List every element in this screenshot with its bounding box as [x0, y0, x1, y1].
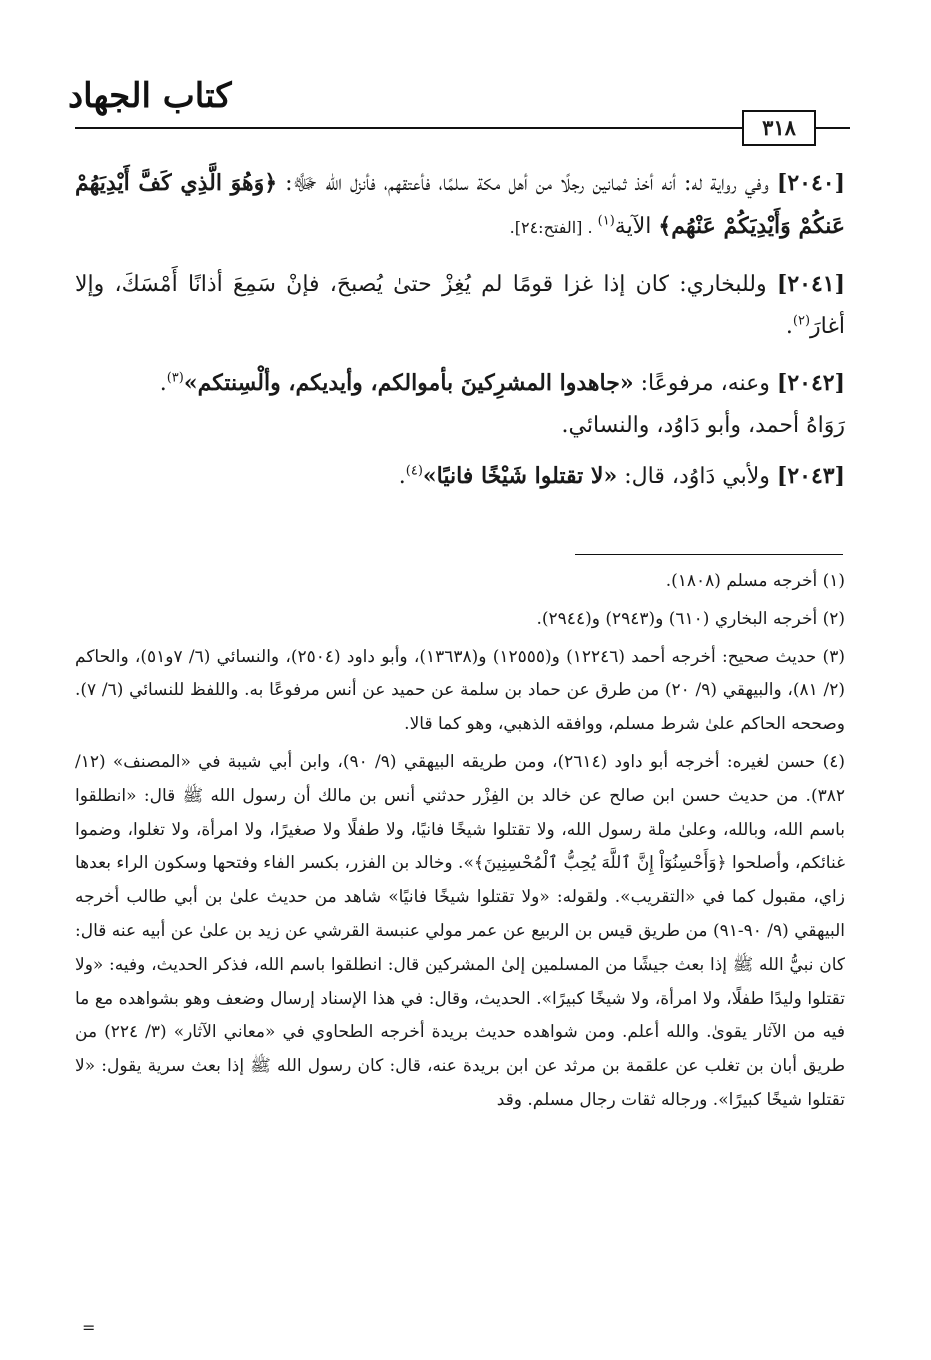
- hadith-end: .: [398, 464, 406, 489]
- hadith-2042: [75, 362, 845, 447]
- quran-verse: ﴿وَهُوَ الَّذِي كَفَّ أَيْدِيَهُمْ عَنكُمْ وَأَيْدِيَكُمْ عَنْهُم﴾: [75, 170, 845, 239]
- footnote-3: (٣) حديث صحيح: أخرجه أحمد (١٢٢٤٦) و(١٢٥٥٥) و(١٣٦٣٨)، وأبو داود (٢٥٠٤)، والنسائي (٦/ ٧و٥١)، والحاكم (٢/ ٨١)، والبيهقي (٩/ ٢٠) من طرق عن حماد بن سلمة عن حميد عن أنس مرفوعًا به. واللفظ للنسائي (٦/ ٧). وصححه الحاكم علىٰ شرط مسلم، ووافقه الذهبي، وهو كما قالا.: [75, 646, 845, 735]
- hadith-number: [٢٠٤٠]: [776, 170, 846, 196]
- main-text: [75, 162, 845, 512]
- hadith-2040: [75, 162, 845, 249]
- footnote-ref: (٣): [166, 370, 184, 386]
- footnote-ref: (١): [597, 213, 615, 229]
- hadith-2043: [75, 455, 845, 498]
- book-title: كتاب الجهاد: [68, 76, 232, 116]
- hadith-end: .: [785, 314, 793, 339]
- footnote-4: (٤) حسن لغيره: أخرجه أبو داود (٢٦١٤)، ومن طريقه البيهقي (٩/ ٩٠)، وابن أبي شيبة في «المصنف» (١٢/ ٣٨٢). من حديث حسن ابن صالح عن خالد بن الفِزْر حدثني أنس بن مالك أن رسول الله ﷺ قال: «انطلقوا باسم الله، وبالله، وعلىٰ ملة رسول الله، ولا تقتلوا شيخًا فانيًا، ولا طفلًا ولا صغيرًا، ولا امرأة، ولا تغلوا، وضموا غنائكم، وأصلحوا ﴿وَأَحْسِنُوٓاْ إِنَّ ٱللَّهَ يُحِبُّ ٱلْمُحْسِنِينَ﴾». وخالد بن الفزر، بكسر الفاء وفتحها وسكون الراء بعدها زاي، مقبول كما في «التقريب». ولقوله: «ولا تقتلوا شيخًا فانيًا» شاهد من حديث علىٰ بن أبي طالب أخرجه البيهقي (٩/ ٩٠-٩١) من طريق قيس بن الربيع عن عمر مولي عنبسة القرشي عن زيد بن علىٰ عن أبيه عنه قال: كان نبيُّ الله ﷺ إذا بعث جيشًا من المسلمين إلىٰ المشركين قال: انطلقوا باسم الله، فذكر الحديث، وفيه: «ولا تقتلوا وليدًا طفلًا، ولا امرأة، ولا شيخًا كبيرًا». الحديث، وقال: في هذا الإسناد إرسال وضعف وهو بشواهده مع ما فيه من الآثار يقوىٰ. والله أعلم. ومن شواهده حديث بريدة أخرجه الطحاوي في «معاني الآثار» (٣/ ٢٢٤) من طريق أبان بن تغلب عن علقمة بن مرثد عن ابن بريدة عنه، قال: كان رسول الله ﷺ إذا بعث سرية يقول: «لا تقتلوا شيخًا كبيرًا». ورجاله ثقات رجال مسلم. وقد: [75, 751, 845, 1110]
- header-rule-end: [816, 127, 850, 129]
- hadith-text: ولأبي دَاوُد، قال:: [617, 464, 777, 489]
- footnote-2: (٢) أخرجه البخاري (٦١٠) و(٢٩٤٣) و(٢٩٤٤).: [536, 608, 845, 629]
- hadith-quote: «لا تقتلوا شَيْخًا فانيًا»: [422, 463, 618, 489]
- verse-reference: . [الفتح:٢٤].: [509, 218, 598, 237]
- narrators-line: رَوَاهُ أحمد، وأبو دَاوُد، والنسائي.: [561, 413, 845, 438]
- footnote-ref: (٤): [405, 463, 423, 479]
- hadith-number: [٢٠٤٣]: [776, 463, 845, 489]
- hadith-2041: [75, 263, 845, 348]
- hadith-number: [٢٠٤١]: [776, 271, 845, 297]
- hadith-text: وفي رواية له: أنه أخذ ثمانين رجلًا من أهل مكة سلمًا، فأعتقهم، فأنزل الله ﷻ:: [277, 171, 777, 196]
- hadith-text: وعنه، مرفوعًا:: [633, 371, 777, 396]
- hadith-number: [٢٠٤٢]: [776, 370, 845, 396]
- footnote-ref: (٢): [792, 313, 811, 329]
- footnote-separator: [575, 554, 843, 555]
- hadith-text: الآية: [614, 214, 659, 239]
- footnote-1: (١) أخرجه مسلم (١٨٠٨).: [665, 571, 845, 591]
- header-rule: [75, 127, 742, 129]
- page-number: ٣١٨: [742, 110, 816, 146]
- hadith-quote: «جاهدوا المشرِكينَ بأموالكم، وأيديكم، وألْسِنتكم»: [183, 370, 634, 396]
- hadith-text: وللبخاري: كان إذا غزا قومًا لم يُغِزْ حتىٰ يُصبحَ، فإنْ سَمِعَ أذانًا أَمْسَكَ، وإلا أغارَ: [75, 272, 845, 339]
- continuation-mark: =: [82, 1318, 96, 1337]
- footnotes: [75, 565, 845, 1122]
- hadith-end: .: [159, 371, 167, 396]
